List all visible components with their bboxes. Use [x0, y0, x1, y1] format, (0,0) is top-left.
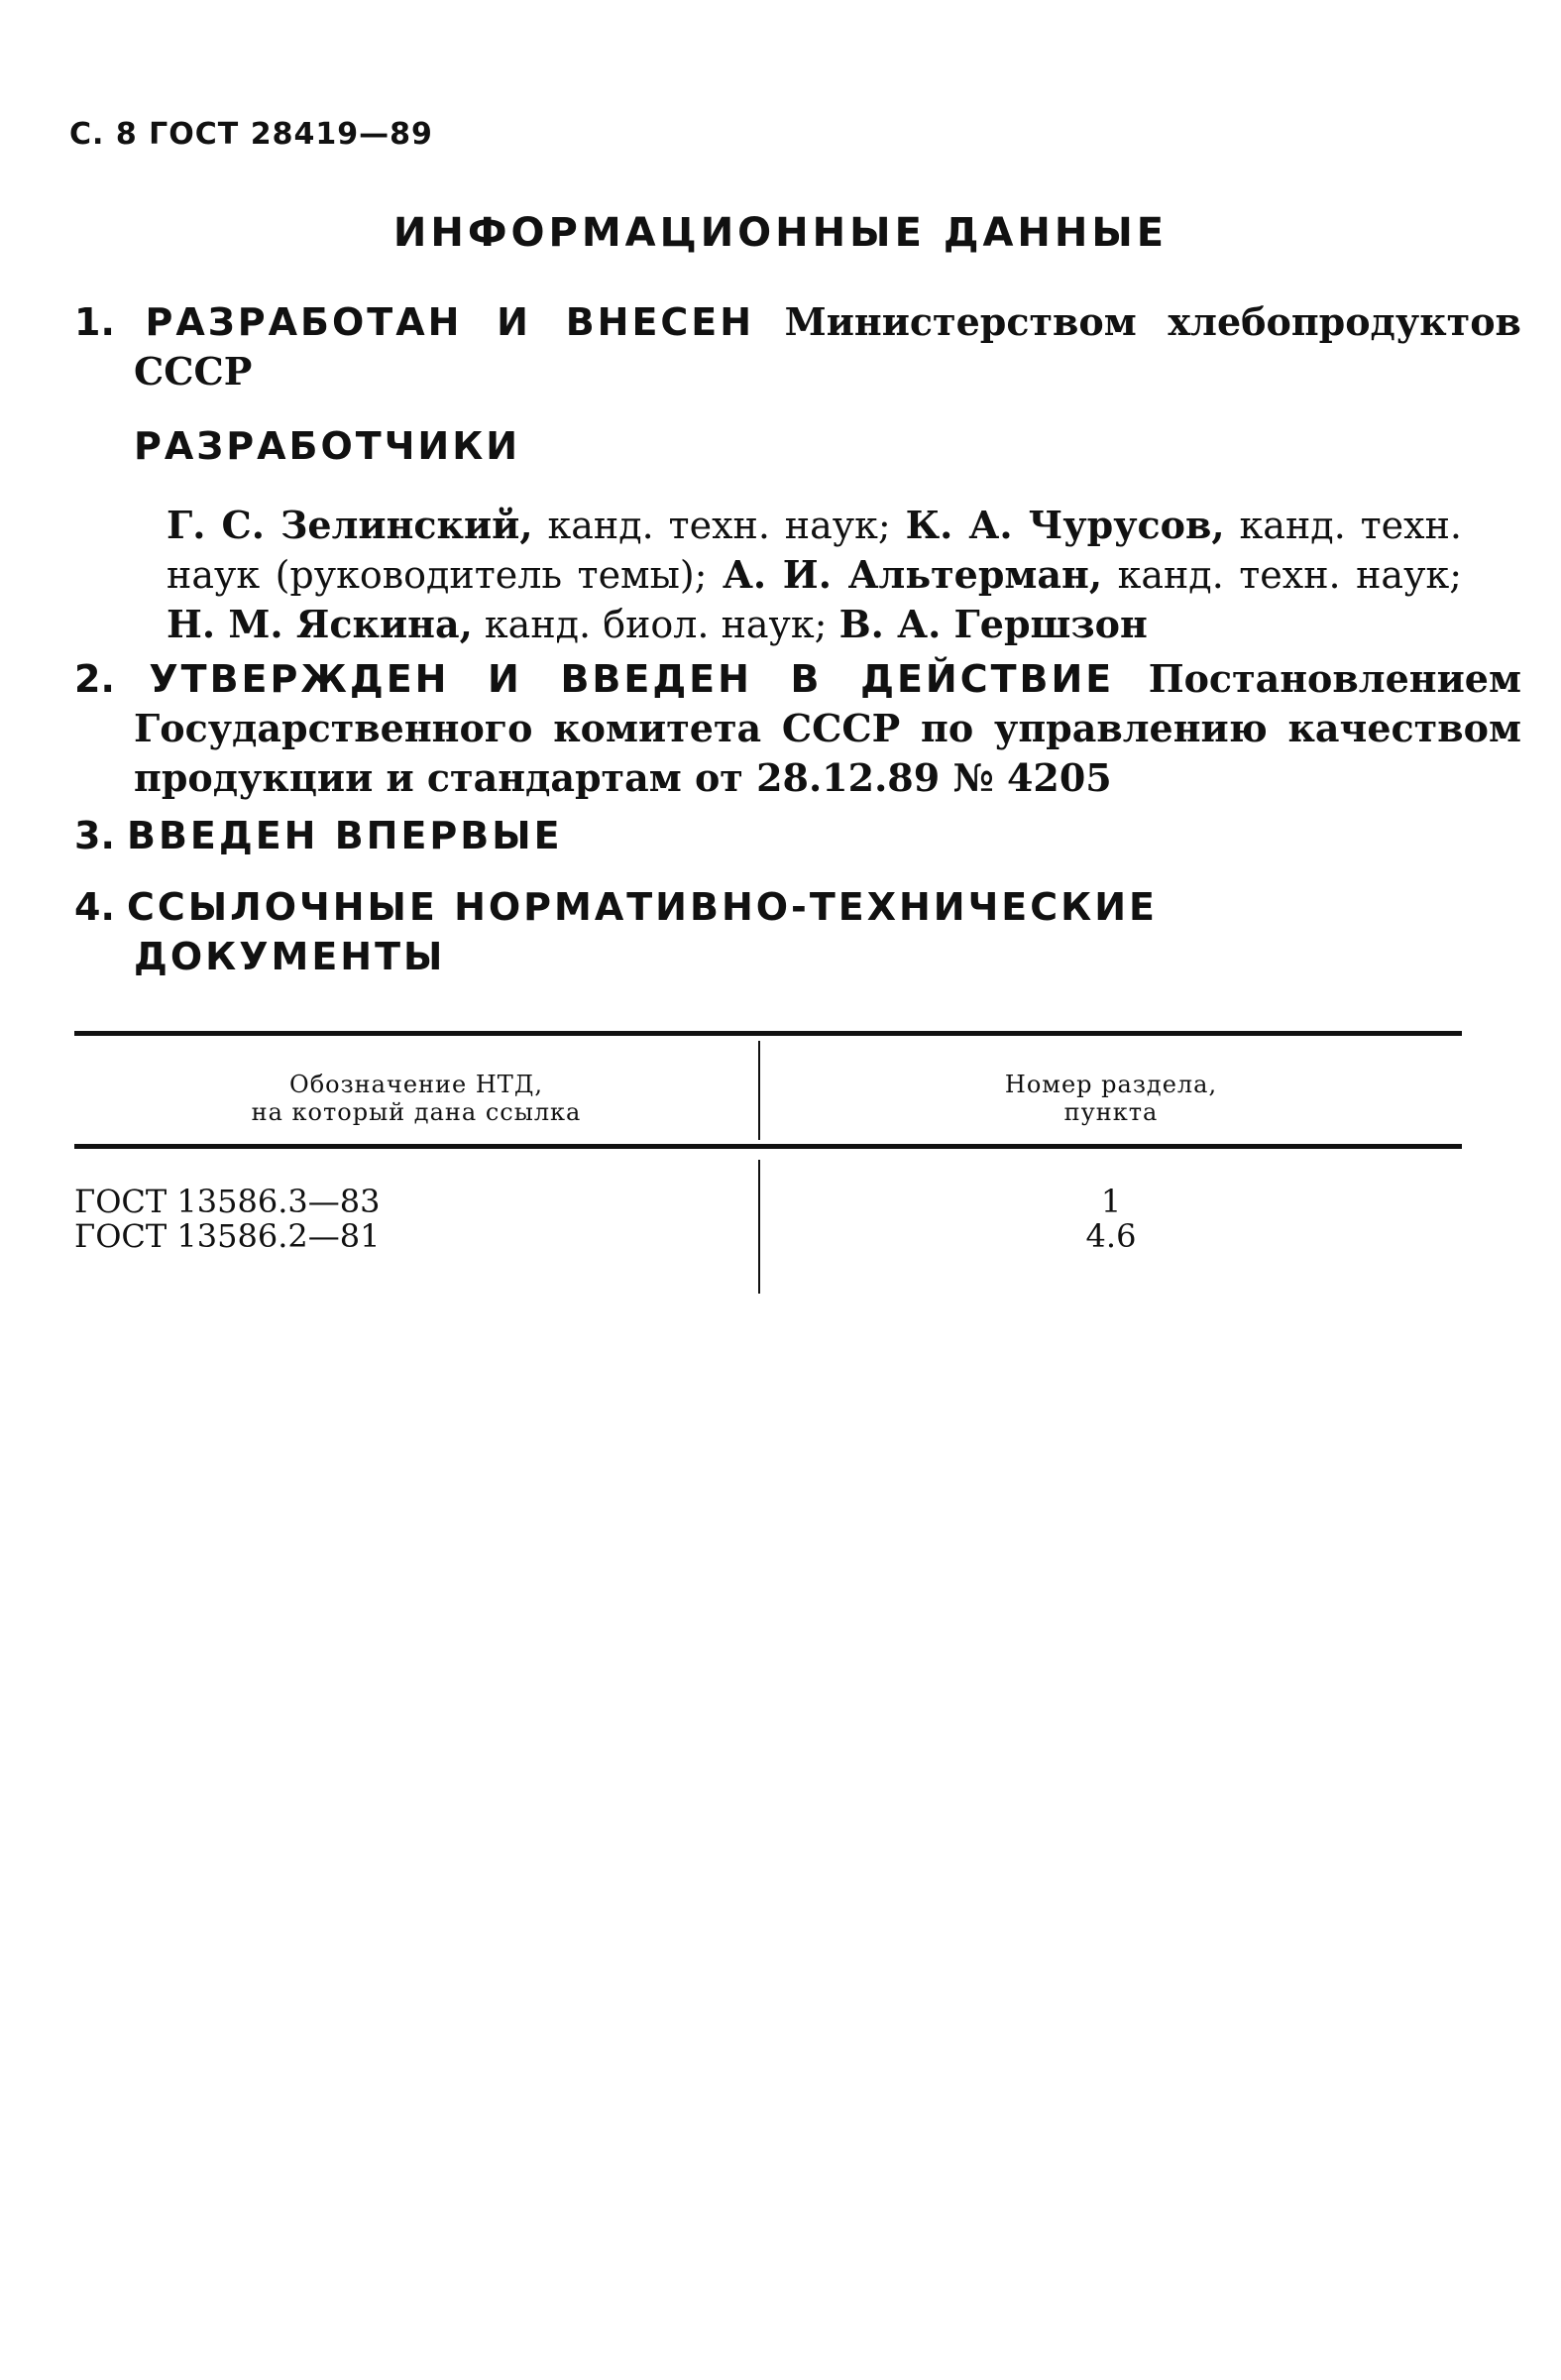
table-row-1-section: 1: [1100, 1183, 1122, 1220]
section-2-heading: УТВЕРЖДЕН И ВВЕДЕН В ДЕЙСТВИЕ: [149, 657, 1115, 701]
developer-degree-3: канд. техн. наук;: [1102, 553, 1462, 597]
section-3: [74, 811, 1462, 860]
table-row-1-doc: ГОСТ 13586.3—83: [74, 1183, 381, 1220]
page-header: С. 8 ГОСТ 28419—89: [69, 117, 433, 152]
developer-name-1: Г. С. Зелинский,: [167, 503, 533, 547]
developer-name-2: К. А. Чурусов,: [905, 503, 1225, 547]
developers-heading-block: [134, 421, 1462, 471]
developer-name-5: В. А. Гершзон: [838, 602, 1148, 646]
section-1-number: 1.: [74, 300, 115, 344]
col-designation-line-2: на который дана ссылка: [251, 1098, 582, 1126]
section-2: [74, 654, 1521, 803]
section-1: [74, 297, 1521, 397]
developer-degree-4: канд. биол. наук;: [472, 603, 839, 646]
developer-degree-2: канд. техн. наук (руководитель темы);: [167, 504, 1463, 597]
developer-name-3: А. И. Альтерман,: [722, 552, 1103, 597]
section-3-heading: ВВЕДЕН ВПЕРВЫЕ: [126, 814, 563, 857]
section-4-number: 4.: [74, 885, 115, 929]
section-1-text: Министерством хлебопродуктов СССР: [134, 299, 1521, 394]
table-row-2-section: 4.6: [1085, 1217, 1137, 1255]
developers-heading: РАЗРАБОТЧИКИ: [134, 424, 521, 468]
section-2-text: Постановлением Государственного комитета СССР по управлению качеством продукции и стандартам от 28.12.89 № 4205: [134, 656, 1521, 800]
section-1-heading: РАЗРАБОТАН И ВНЕСЕН: [145, 300, 755, 344]
table-header-col-designation: [74, 1071, 758, 1126]
table-row-2-doc: ГОСТ 13586.2—81: [74, 1217, 381, 1255]
table-header-col-section: [760, 1071, 1462, 1126]
page-title: ИНФОРМАЦИОННЫЕ ДАННЫЕ: [392, 210, 1169, 256]
table-header-rule: [74, 1144, 1462, 1149]
developers-list: [167, 501, 1462, 649]
section-2-number: 2.: [74, 657, 115, 701]
col-section-line-1: Номер раздела,: [1004, 1071, 1218, 1098]
col-designation-line-1: Обозначение НТД,: [289, 1071, 543, 1098]
developer-name-4: Н. М. Яскина,: [167, 602, 473, 646]
section-3-number: 3.: [74, 814, 115, 857]
developer-degree-1: канд. техн. наук;: [532, 504, 906, 547]
section-4-heading: ССЫЛОЧНЫЕ НОРМАТИВНО-ТЕХНИЧЕСКИЕ ДОКУМЕНТЫ: [126, 885, 1158, 978]
col-section-line-2: пункта: [1063, 1098, 1159, 1126]
table-top-rule: [74, 1031, 1462, 1036]
section-4: [74, 882, 1442, 981]
